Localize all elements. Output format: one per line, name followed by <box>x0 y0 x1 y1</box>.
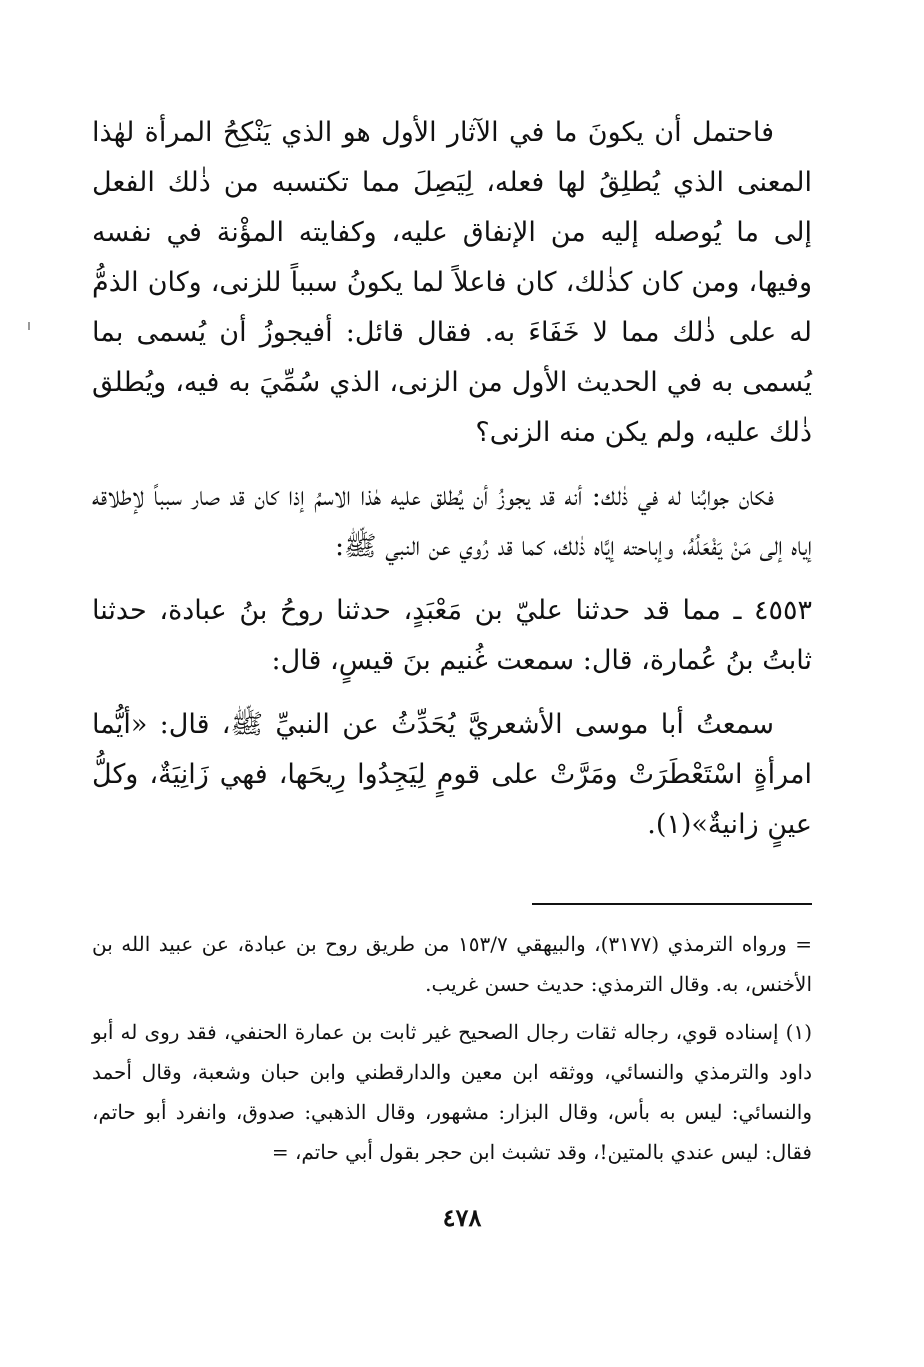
page-number: ٤٧٨ <box>442 1203 482 1232</box>
paragraph: فكان جوابُنا له في ذٰلك: أنه قد يجوزُ أن يُطلق عليه هٰذا الاسمُ إذا كان قد صار سبباً لإطلاقه إياه إلى مَنْ يَفْعَلُهُ، وإباحته إيَّاه ذٰلك، كما قد رُوي عن النبي ﷺ: <box>92 481 812 562</box>
footnote-separator <box>532 903 812 905</box>
footnote-continued: = ورواه الترمذي (٣١٧٧)، والبيهقي ١٥٣/٧ من طريق روح بن عبادة، عن عبيد الله بن الأخنس، به. وقال الترمذي: حديث حسن غريب. <box>92 932 813 996</box>
hadith-text: سمعتُ أبا موسى الأشعريَّ يُحَدِّثُ عن النبيِّ ﷺ، قال: «أيُّما امرأةٍ اسْتَعْطَرَتْ ومَرَّتْ على قومٍ لِيَجِدُوا رِيحَها، فهي زَانِيَةٌ، وكلُّ عينٍ زانيةٌ»(١). <box>92 709 812 840</box>
footnote-1: (١) إسناده قوي، رجاله ثقات رجال الصحيح غير ثابت بن عمارة الحنفي، فقد روى له أبو داود والترمذي والنسائي، ووثقه ابن معين والدارقطني وابن حبان وشعبة، وقال أحمد والنسائي: ليس به بأس، وقال البزار: مشهور، وقال الذهبي: صدوق، وانفرد أبو حاتم، فقال: ليس عندي بالمتين!، وقد تشبث ابن حجر بقول أبي حاتم، = <box>92 1020 812 1164</box>
margin-mark <box>28 322 30 330</box>
hadith-isnad: ٤٥٥٣ ـ مما قد حدثنا عليّ بن مَعْبَدٍ، حدثنا روحُ بنُ عبادة، حدثنا ثابتُ بنُ عُمارة، قال: سمعت غُنيم بنَ قيسٍ، قال: <box>92 595 812 676</box>
main-text <box>92 108 812 864</box>
paragraph: فاحتمل أن يكونَ ما في الآثار الأول هو الذي يَنْكِحُ المرأة لهٰذا المعنى الذي يُطلِقُ لها فعله، لِيَصِلَ مما تكتسبه من ذٰلك الفعل إلى ما يُوصله إليه من الإنفاق عليه، وكفايته المؤْنة في نفسه وفيها، ومن كان كذٰلك، كان فاعلاً لما يكونُ سبباً للزنى، وكان الذمُّ له على ذٰلك مما لا خَفَاءَ به. فقال قائل: أفيجوزُ أن يُسمى بما يُسمى به في الحديث الأول من الزنى، الذي سُمِّيَ به فيه، ويُطلق ذٰلك عليه، ولم يكن منه الزنى؟ <box>92 117 812 448</box>
footnotes <box>92 924 812 1180</box>
